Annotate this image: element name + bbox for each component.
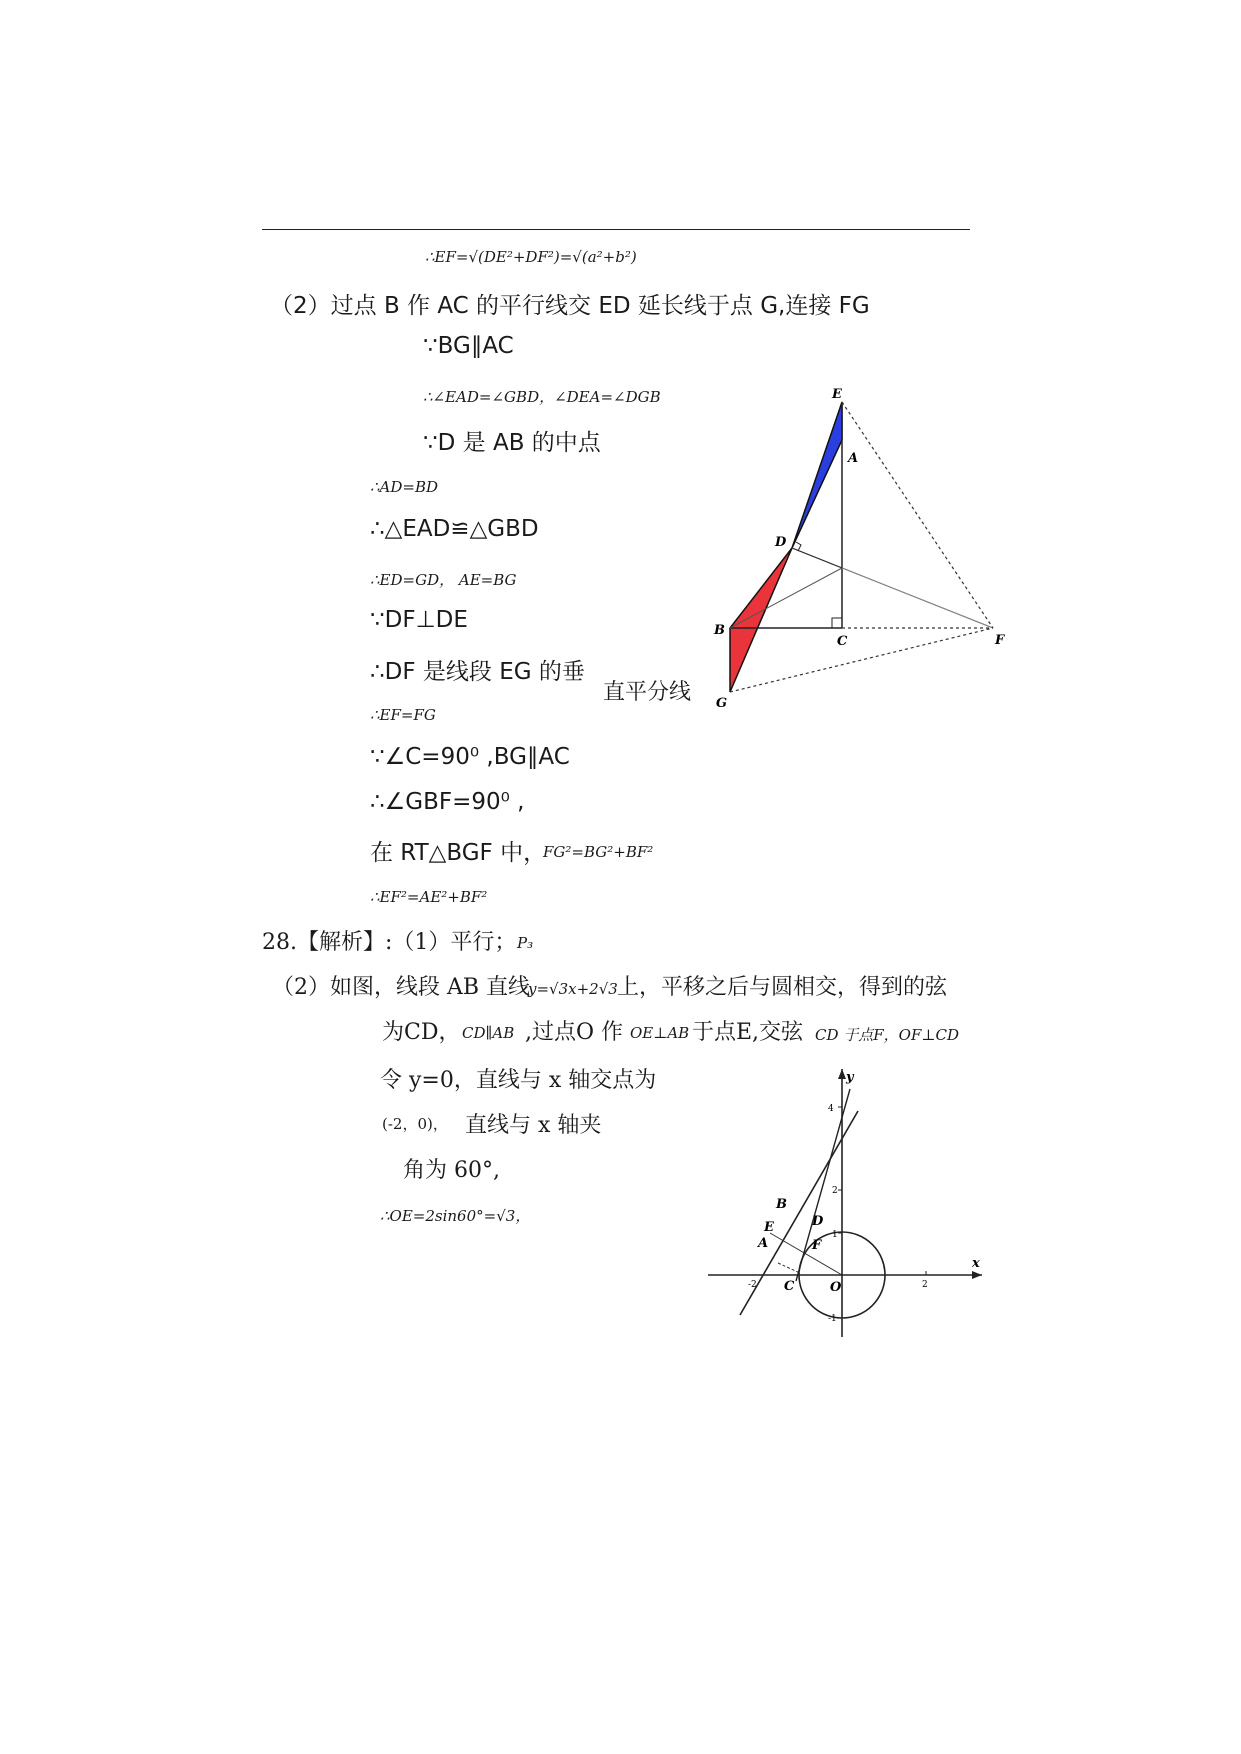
- step-bg-parallel: ∵BG∥AC: [423, 333, 514, 359]
- tick-label-ym1: -1: [828, 1314, 837, 1324]
- step-ef-fg: ∴EF=FG: [370, 706, 436, 724]
- p28-chord-d: OE⊥AB: [630, 1024, 690, 1042]
- blue-triangle-ead: [792, 402, 842, 548]
- p28-oe: ∴OE=2sin60°=√3，: [380, 1207, 531, 1225]
- segment-ef: [842, 402, 993, 628]
- label-x: x: [972, 1256, 980, 1271]
- segment-mf: [842, 568, 993, 628]
- step-bisector-a: ∴DF 是线段 EG 的垂: [370, 659, 585, 685]
- right-angle-c: [832, 618, 842, 628]
- label-b2: B: [776, 1197, 787, 1212]
- p28-part2-a: （2）如图，线段 AB 直线: [272, 975, 531, 1000]
- p28-part2-eq: y=√3x+2√3: [528, 980, 618, 998]
- step-bisector-b: 直平分线: [603, 680, 692, 705]
- label-o2: O: [830, 1280, 842, 1295]
- tick-label-y4: 4: [828, 1104, 834, 1114]
- step-ad-bd: ∴AD=BD: [370, 478, 439, 496]
- tick-label-y1: 1: [832, 1230, 838, 1240]
- p28-y0: 令 y=0，直线与 x 轴交点为: [380, 1068, 657, 1093]
- x-axis-arrow: [972, 1271, 982, 1279]
- tick-label-x2: 2: [922, 1280, 928, 1290]
- triangle-figure: [700, 380, 1010, 710]
- step-ed-gd: ∴ED=GD， AE=BG: [370, 571, 517, 589]
- label-c: C: [837, 634, 848, 649]
- coordinate-figure: [700, 1065, 990, 1347]
- p28-chord-b: CD∥AB: [462, 1024, 515, 1042]
- step-conclusion: ∴EF²=AE²+BF²: [370, 888, 488, 906]
- step-congruent: ∴△EAD≌△GBD: [370, 516, 539, 542]
- label-b: B: [714, 623, 725, 638]
- label-f: F: [995, 633, 1005, 648]
- p28-chord-e: 于点E,交弦: [692, 1020, 804, 1045]
- step-df-perp: ∵DF⊥DE: [370, 607, 468, 633]
- step-angle-gbf: ∴∠GBF=90⁰ ,: [370, 789, 525, 815]
- part2-heading: （2）过点 B 作 AC 的平行线交 ED 延长线于点 G,连接 FG: [270, 293, 870, 319]
- p28-chord-a: 为CD，: [382, 1020, 461, 1045]
- p28-point: (-2，0)，: [382, 1115, 448, 1133]
- tick-label-y2: 2: [832, 1186, 838, 1196]
- step-angle-c: ∵∠C=90⁰ ,BG∥AC: [370, 744, 570, 770]
- p28-angle-b: 角为 60°,: [403, 1158, 500, 1183]
- label-y: y: [846, 1070, 854, 1085]
- p28-part2-c: 上，平移之后与圆相交，得到的弦: [617, 975, 948, 1000]
- label-d: D: [775, 535, 787, 550]
- step-midpoint: ∵D 是 AB 的中点: [423, 430, 601, 456]
- y-axis-arrow: [838, 1069, 846, 1079]
- label-g: G: [716, 696, 728, 710]
- tick-label-xm2: -2: [748, 1280, 757, 1290]
- p28-heading: 28.【解析】:（1）平行；: [262, 930, 517, 955]
- red-triangle-gbd: [730, 548, 792, 692]
- label-d2: D: [812, 1214, 824, 1229]
- step-rt-a: 在 RT△BGF 中，: [370, 840, 547, 866]
- header-rule: [262, 229, 970, 230]
- segment-gf: [730, 628, 993, 692]
- p28-answer: P₃: [517, 934, 534, 952]
- p28-angle-a: 直线与 x 轴夹: [465, 1113, 602, 1138]
- label-a2: A: [758, 1236, 769, 1251]
- segment-ac-dashed: [778, 1263, 800, 1273]
- formula-ef: ∴EF=√(DE²+DF²)=√(a²+b²): [425, 248, 637, 266]
- step-angles: ∴∠EAD=∠GBD，∠DEA=∠DGB: [423, 388, 661, 406]
- label-c2: C: [784, 1279, 795, 1294]
- label-e2: E: [764, 1220, 774, 1235]
- label-e: E: [832, 387, 842, 402]
- label-f2: F: [812, 1238, 822, 1253]
- segment-bm: [730, 568, 842, 628]
- p28-chord-c: ,过点O 作: [525, 1020, 624, 1045]
- p28-chord-f: CD 于点F，OF⊥CD: [815, 1026, 959, 1044]
- step-rt-b: FG²=BG²+BF²: [543, 843, 654, 861]
- label-a: A: [848, 451, 859, 466]
